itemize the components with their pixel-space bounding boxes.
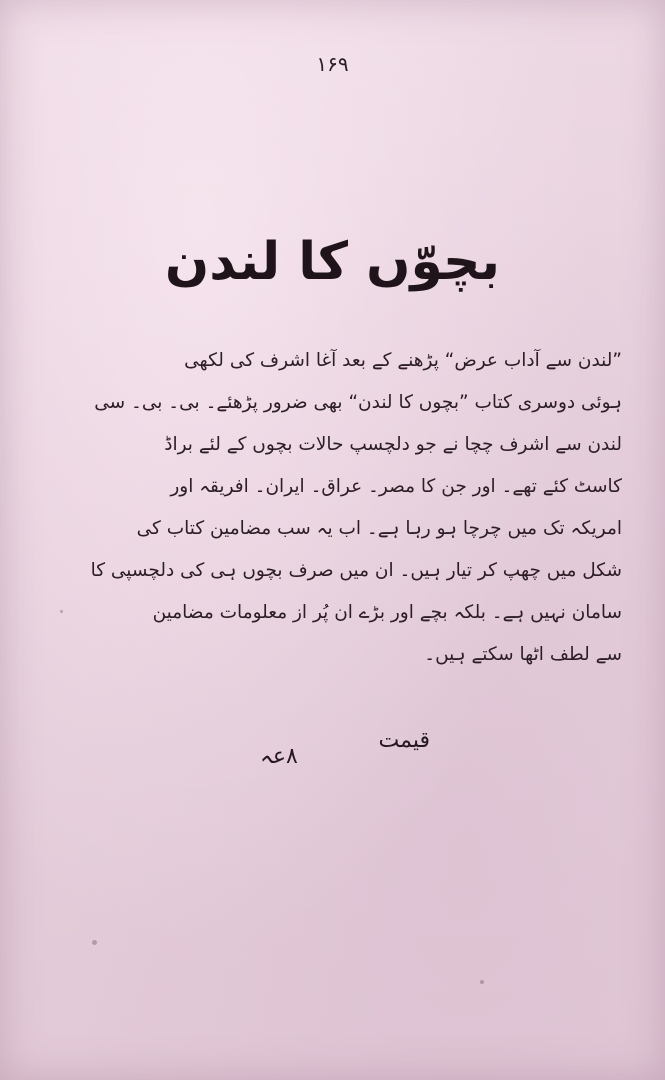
description-paragraph — [52, 340, 622, 676]
paragraph-line: کاسٹ کئے تھے۔ اور جن کا مصر۔ عراق۔ ایران۔ افریقہ اور — [170, 476, 622, 497]
paragraph-line: لندن سے اشرف چچا نے جو دلچسپ حالات بچوں کے لئے براڈ — [164, 434, 622, 455]
paragraph-line: ”لندن سے آداب عرض“ پڑھنے کے بعد آغا اشرف کی لکھی — [184, 350, 622, 371]
paragraph-line: ہوئی دوسری کتاب ”بچوں کا لندن“ بھی ضرور پڑھئے۔ بی۔ بی۔ سی — [94, 392, 622, 413]
price-value: ۸عہ — [260, 744, 298, 769]
paragraph-line: سامان نہیں ہے۔ بلکہ بچے اور بڑے ان پُر از معلومات مضامین — [152, 602, 622, 623]
page-title: بچوّں کا لندن — [164, 232, 501, 292]
paragraph-line: امریکہ تک میں چرچا ہو رہا ہے۔ اب یہ سب مضامین کتاب کی — [136, 518, 622, 539]
paper-speck — [60, 610, 63, 613]
paragraph-line: سے لطف اٹھا سکتے ہیں۔ — [424, 644, 622, 665]
paper-speck — [480, 980, 484, 984]
paragraph-line: شکل میں چھپ کر تیار ہیں۔ ان میں صرف بچوں ہی کی دلچسپی کا — [90, 560, 622, 581]
price-label: قیمت — [378, 728, 430, 753]
price-row — [230, 728, 430, 778]
page-number: ۱۶۹ — [316, 52, 349, 76]
paper-speck — [92, 940, 97, 945]
